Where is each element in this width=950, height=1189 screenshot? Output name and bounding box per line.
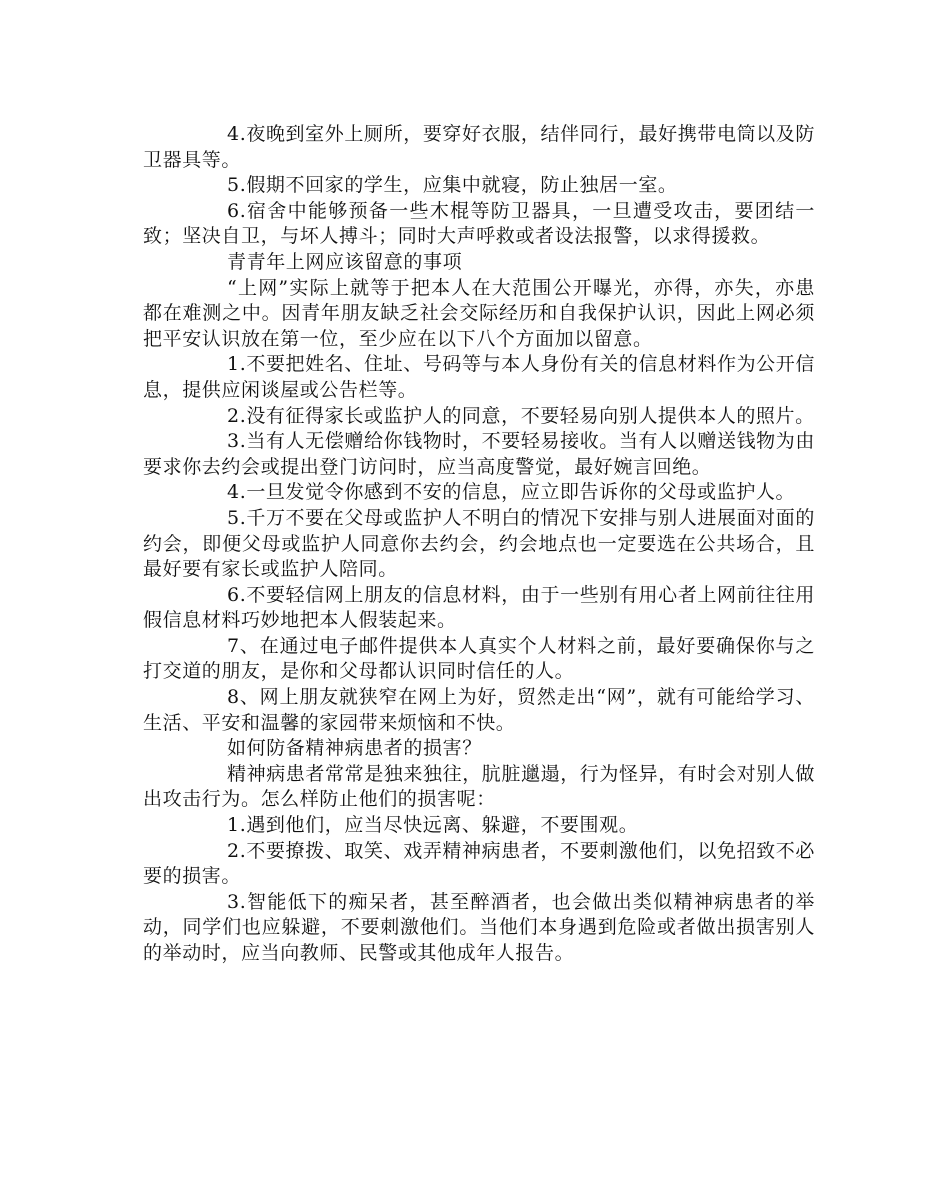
paragraph-dorm-defense: 6.宿舍中能够预备一些木棍等防卫器具，一旦遭受攻击，要团结一致；坚决自卫，与坏人搏斗；同时大声呼救或者设法报警，以求得援救。	[143, 199, 815, 248]
paragraph-mental-intro: 精神病患者常常是独来独往，肮脏邋遢，行为怪异，有时会对别人做出攻击行为。怎么样防止他们的损害呢：	[143, 762, 816, 811]
paragraph-internet-rule-8: 8、网上朋友就狭窄在网上为好，贸然走出“网”，就有可能给学习、生活、平安和温馨的家园带来烦恼和不快。	[143, 686, 815, 734]
paragraph-internet-rule-2: 2.没有征得家长或监护人的同意，不要轻易向别人提供本人的照片。	[227, 404, 815, 427]
document-body	[143, 122, 815, 967]
paragraph-mental-rule-3: 3.智能低下的痴呆者，甚至醉酒者，也会做出类似精神病患者的举动，同学们也应躲避，不要刺激他们。当他们本身遇到危险或者做出损害别人的举动时，应当向教师、民警或其他成年人报告。	[143, 890, 815, 964]
paragraph-mental-rule-1: 1.遇到他们，应当尽快远离、躲避，不要围观。	[227, 814, 639, 837]
paragraph-internet-rule-1: 1.不要把姓名、住址、号码等与本人身份有关的信息材料作为公开信息，提供应闲谈屋或公告栏等。	[143, 353, 815, 401]
paragraph-internet-rule-4: 4.一旦发觉令你感到不安的信息，应立即告诉你的父母或监护人。	[227, 481, 796, 504]
paragraph-night-toilet: 4.夜晚到室外上厕所，要穿好衣服，结伴同行，最好携带电筒以及防卫器具等。	[143, 123, 815, 171]
paragraph-mental-rule-2: 2.不要撩拨、取笑、戏弄精神病患者，不要刺激他们，以免招致不必要的损害。	[143, 839, 815, 888]
paragraph-holiday-dorm: 5.假期不回家的学生，应集中就寝，防止独居一室。	[227, 174, 678, 197]
paragraph-internet-rule-3: 3.当有人无偿赠给你钱物时，不要轻易接收。当有人以赠送钱物为由要求你去约会或提出登门访问时，应当高度警觉，最好婉言回绝。	[143, 430, 815, 478]
paragraph-internet-rule-5: 5.千万不要在父母或监护人不明白的情况下安排与别人进展面对面的约会，即便父母或监护人同意你去约会，约会地点也一定要选在公共场合，且最好要有家长或监护人陪同。	[143, 506, 815, 581]
paragraph-internet-rule-7: 7、在通过电子邮件提供本人真实个人材料之前，最好要确保你与之打交道的朋友，是你和父母都认识同时信任的人。	[143, 634, 815, 683]
paragraph-internet-rule-6: 6.不要轻信网上朋友的信息材料，由于一些别有用心者上网前往往用假信息材料巧妙地把本人假装起来。	[143, 583, 815, 632]
section-heading-internet-safety: 青青年上网应该留意的事项	[227, 250, 463, 273]
paragraph-internet-intro: “上网”实际上就等于把本人在大范围公开曝光，亦得，亦失，亦患都在难测之中。因青年朋友缺乏社会交际经历和自我保护认识，因此上网必须把平安认识放在第一位，至少应在以下八个方面加以留意。	[143, 276, 815, 350]
section-heading-mental-patients: 如何防备精神病患者的损害？	[227, 737, 482, 760]
